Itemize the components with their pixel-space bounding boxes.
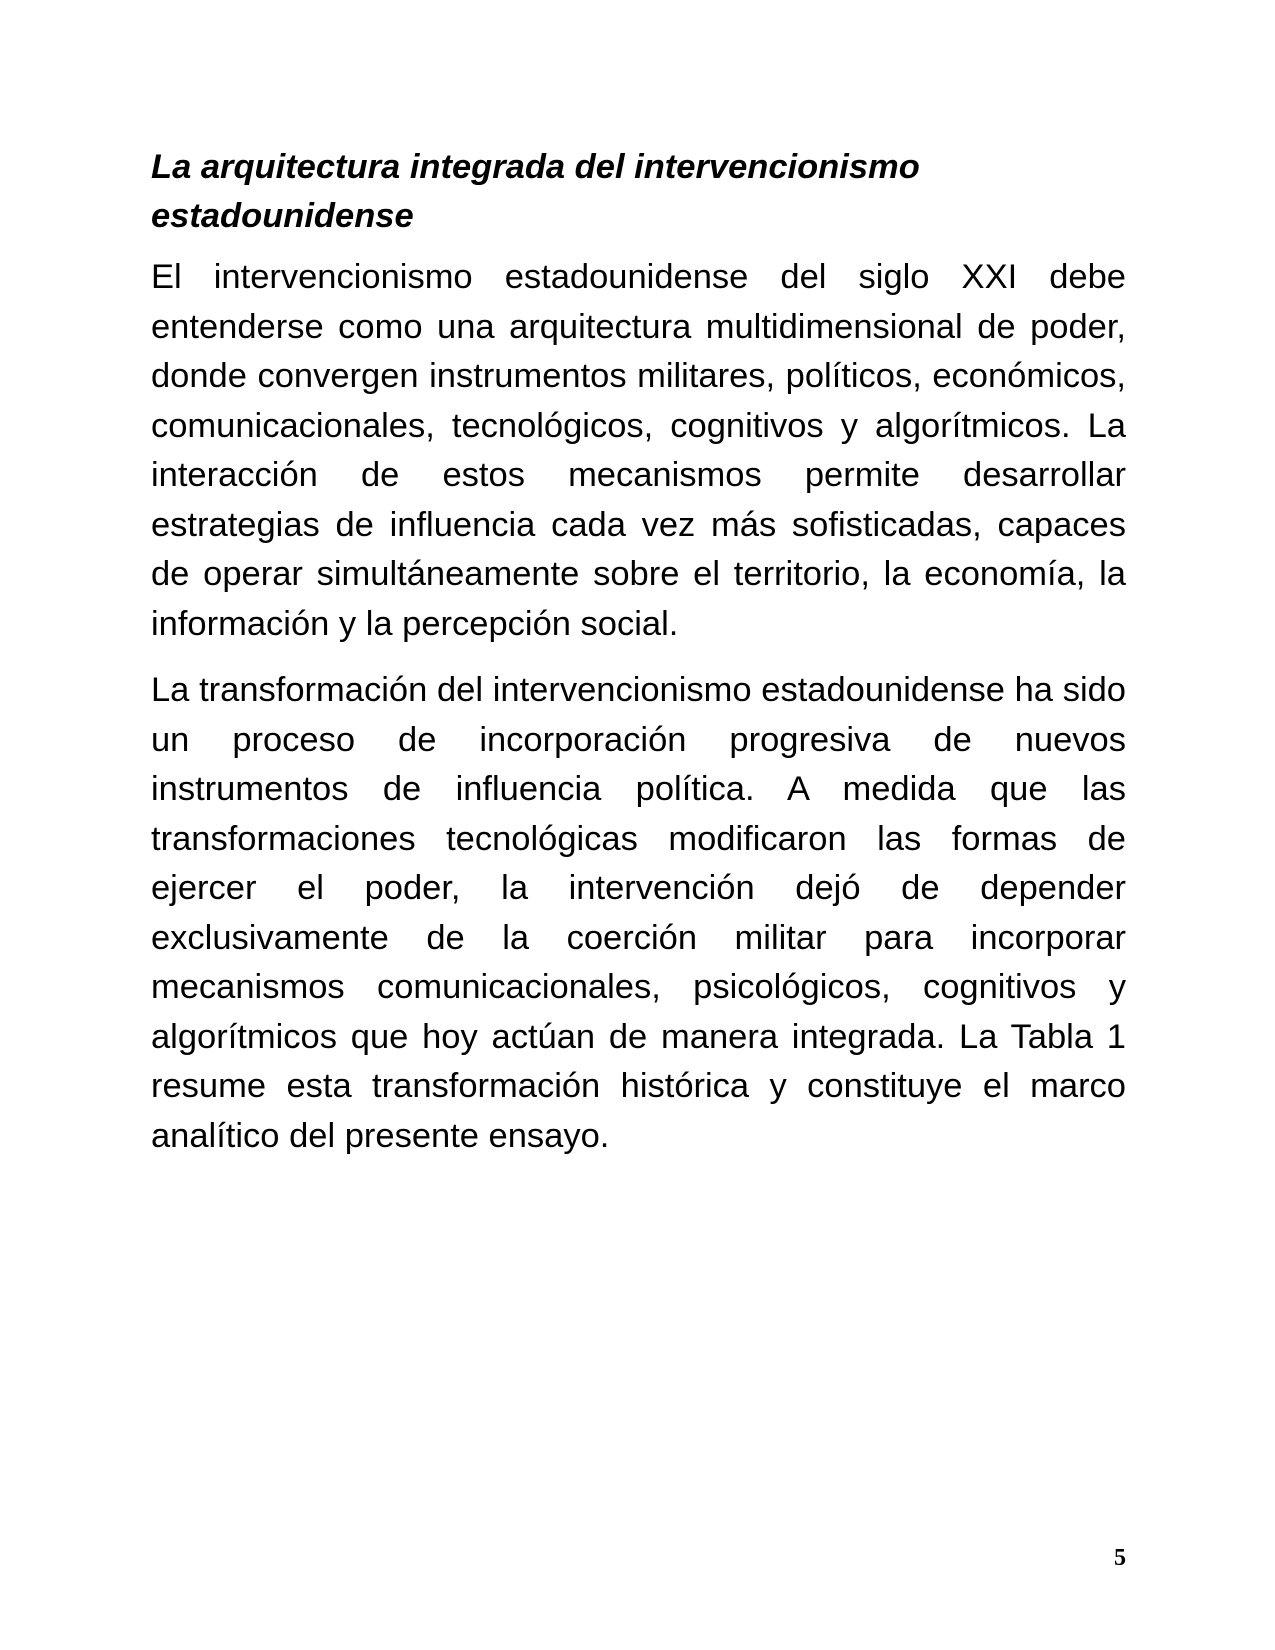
section-title: La arquitectura integrada del intervencionismo estadounidense [151, 148, 920, 235]
page-content [151, 143, 1126, 1161]
body-paragraph-1: El intervencionismo estadounidense del siglo XXI debe entenderse como una arquitectura multidimensional de poder, donde convergen instrumentos militares, políticos, económicos, comunicacionales, tecnológicos, cognitivos y algorítmicos. La interacción de estos mecanismos permite desarrollar estrategias de influencia cada vez más sofisticadas, capaces de operar simultáneamente sobre el territorio, la economía, la información y la percepción social. [151, 258, 1126, 643]
page-number: 5 [1114, 1545, 1126, 1571]
body-paragraph-2: La transformación del intervencionismo estadounidense ha sido un proceso de incorporación progresiva de nuevos instrumentos de influencia política. A medida que las transformaciones tecnológicas modificaron las formas de ejercer el poder, la intervención dejó de depender exclusivamente de la coerción militar para incorporar mecanismos comunicacionales, psicológicos, cognitivos y algorítmicos que hoy actúan de manera integrada. La Tabla 1 resume esta transformación histórica y constituye el marco analítico del presente ensayo. [151, 671, 1126, 1155]
